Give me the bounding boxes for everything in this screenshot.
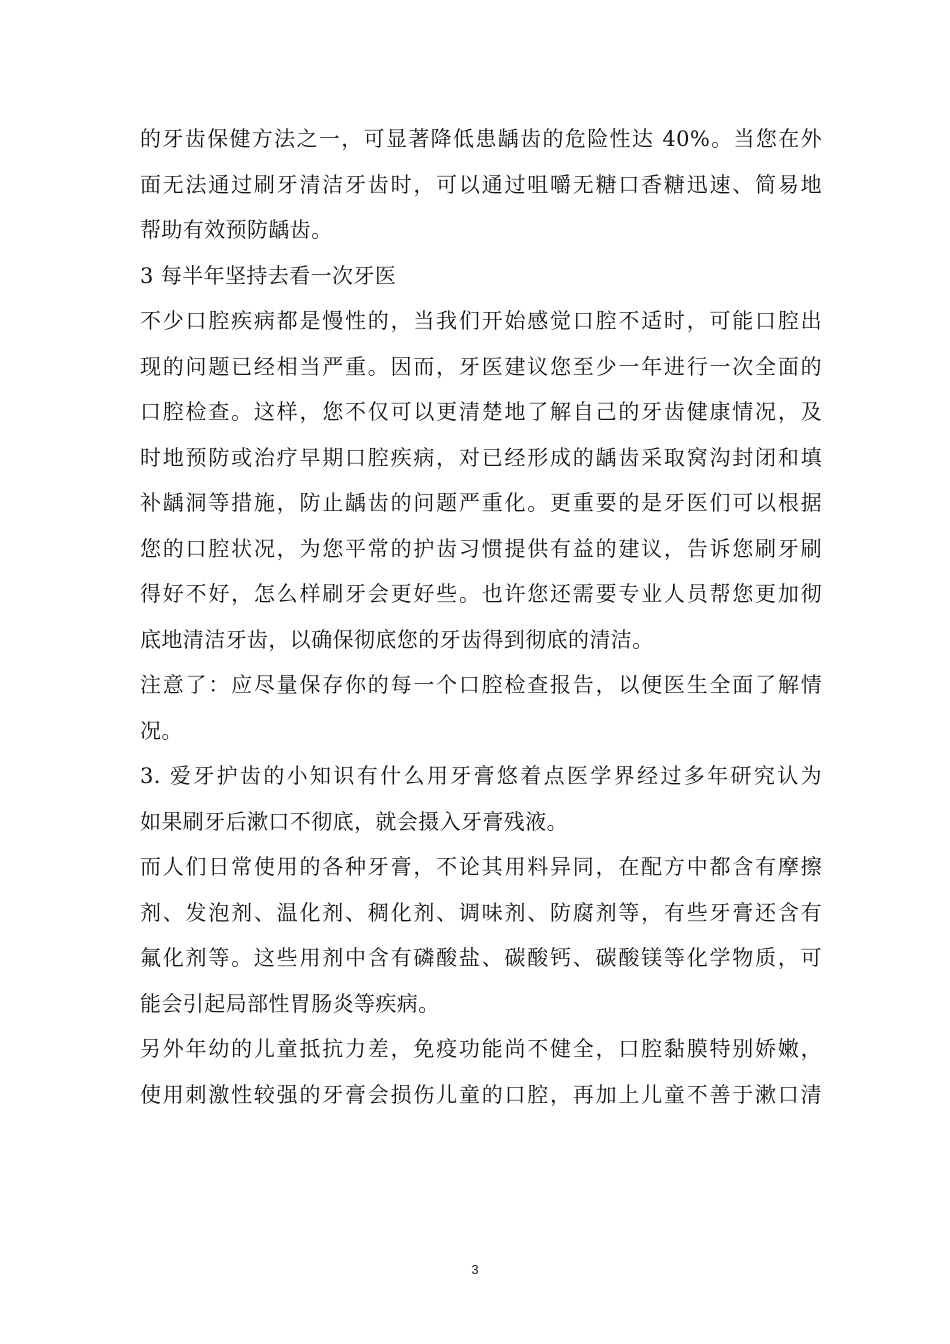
text-line: 使用刺激性较强的牙膏会损伤儿童的口腔，再加上儿童不善于漱口清 bbox=[140, 1082, 822, 1107]
text-line: 注意了：应尽量保存你的每一个口腔检查报告，以便医生全面了解情 bbox=[140, 673, 822, 697]
text-line: 现的问题已经相当严重。因而，牙医建议您至少一年进行一次全面的 bbox=[140, 354, 822, 379]
text-line: 时地预防或治疗早期口腔疾病，对已经形成的龋齿采取窝沟封闭和填 bbox=[140, 445, 822, 470]
text-line: 剂、发泡剂、温化剂、稠化剂、调味剂、防腐剂等，有些牙膏还含有 bbox=[140, 900, 822, 925]
paragraph-toothpaste-ingredients bbox=[140, 845, 822, 1027]
text-line: 氟化剂等。这些用剂中含有磷酸盐、碳酸钙、碳酸镁等化学物质，可 bbox=[140, 946, 822, 970]
text-line: 得好不好，怎么样刷牙会更好些。也许您还需要专业人员帮您更加彻 bbox=[140, 582, 822, 606]
text-line: 帮助有效预防龋齿。 bbox=[140, 218, 333, 242]
section-heading bbox=[140, 254, 822, 300]
text-line: 面无法通过刷牙清洁牙齿时，可以通过咀嚼无糖口香糖迅速、简易地 bbox=[140, 172, 822, 197]
paragraph-children bbox=[140, 1027, 822, 1118]
text-line: 的牙齿保健方法之一，可显著降低患龋齿的危险性达 40%。当您在外 bbox=[140, 127, 822, 151]
text-line: 如果刷牙后漱口不彻底，就会摄入牙膏残液。 bbox=[140, 809, 568, 834]
paragraph-toothpaste-intro bbox=[140, 754, 822, 845]
text-line: 况。 bbox=[140, 718, 183, 743]
text-line: 底地清洁牙齿，以确保彻底您的牙齿得到彻底的清洁。 bbox=[140, 627, 654, 652]
text-line: 3. 爱牙护齿的小知识有什么用牙膏悠着点医学界经过多年研究认为 bbox=[140, 764, 822, 788]
paragraph-note bbox=[140, 663, 822, 754]
text-line: 能会引起局部性胃肠炎等疾病。 bbox=[140, 991, 440, 1016]
page-number: 3 bbox=[471, 1262, 479, 1277]
text-line: 口腔检查。这样，您不仅可以更清楚地了解自己的牙齿健康情况，及 bbox=[140, 400, 822, 424]
text-line: 而人们日常使用的各种牙膏，不论其用料异同，在配方中都含有摩擦 bbox=[140, 855, 822, 879]
text-line: 另外年幼的儿童抵抗力差，免疫功能尚不健全，口腔黏膜特别娇嫩， bbox=[140, 1037, 822, 1061]
paragraph-dental-checkup bbox=[140, 299, 822, 663]
paragraph-toothbrush-gum bbox=[140, 117, 822, 254]
text-line: 您的口腔状况，为您平常的护齿习惯提供有益的建议，告诉您刷牙刷 bbox=[140, 536, 822, 561]
text-line: 补龋洞等措施，防止龋齿的问题严重化。更重要的是牙医们可以根据 bbox=[140, 491, 822, 515]
heading-text: 3 每半年坚持去看一次牙医 bbox=[140, 263, 397, 288]
text-line: 不少口腔疾病都是慢性的，当我们开始感觉口腔不适时，可能口腔出 bbox=[140, 309, 822, 333]
body-text bbox=[140, 117, 822, 1118]
